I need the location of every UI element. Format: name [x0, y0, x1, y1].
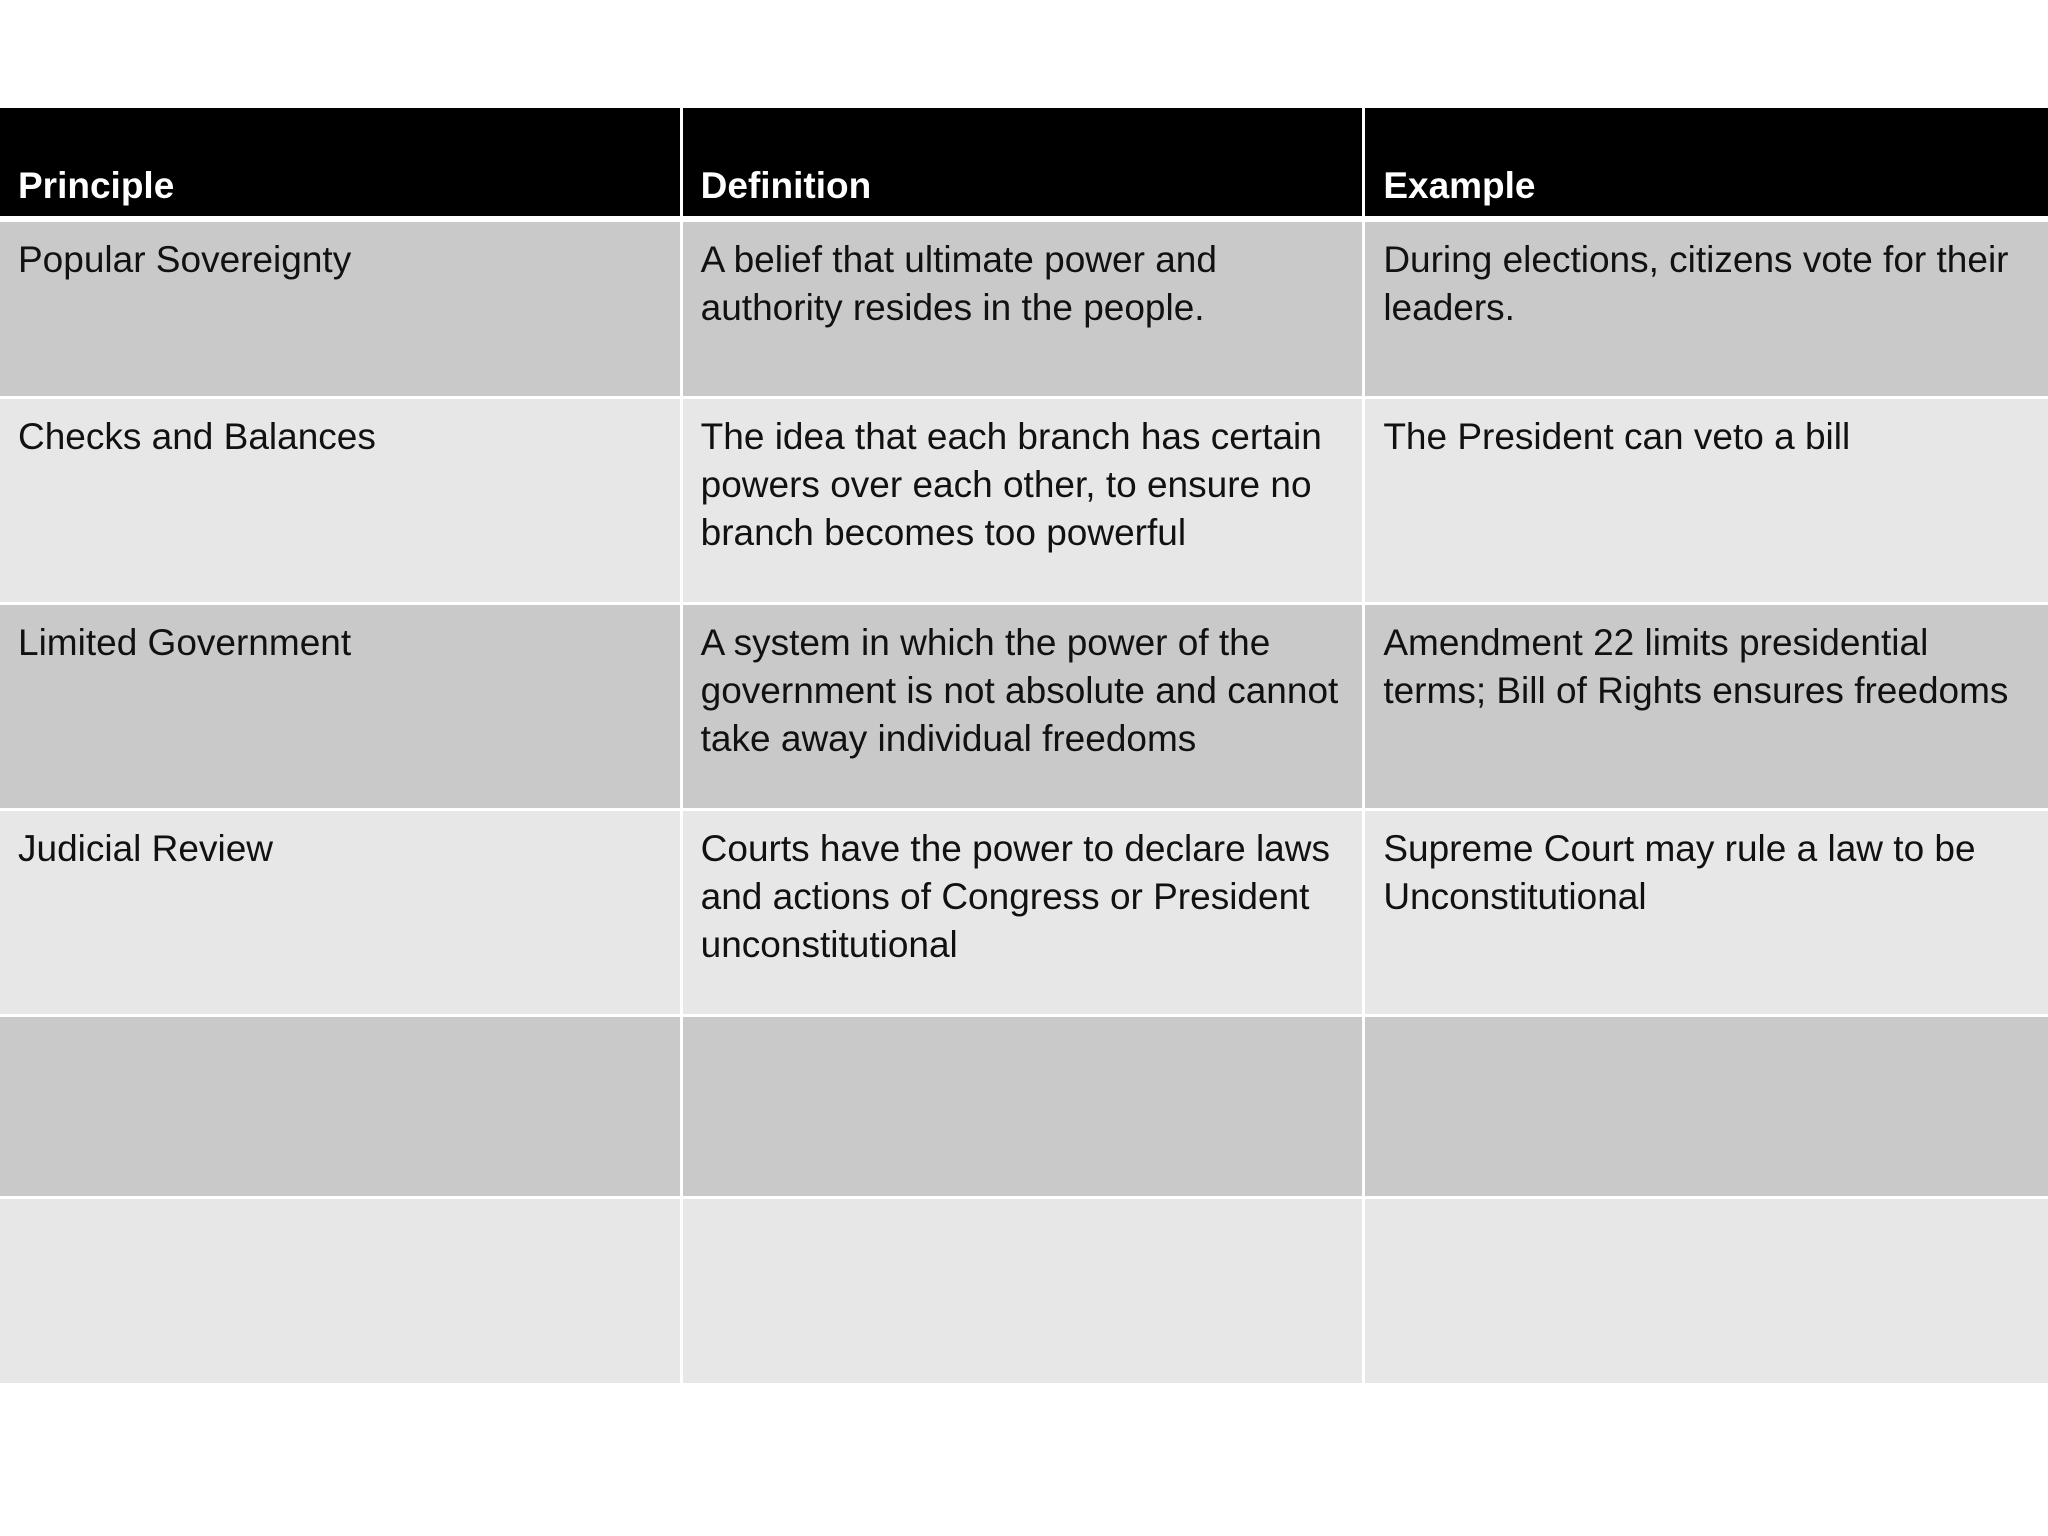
cell-definition: A belief that ultimate power and authority resides in the people. — [683, 222, 1366, 399]
table-header — [0, 108, 2048, 222]
header-row — [0, 108, 2048, 222]
cell-definition: A system in which the power of the government is not absolute and cannot take away individual freedoms — [683, 605, 1366, 811]
table-row-empty — [0, 1017, 2048, 1199]
cell-example — [1365, 1199, 2048, 1383]
cell-definition — [683, 1017, 1366, 1199]
cell-principle: Popular Sovereignty — [0, 222, 683, 399]
cell-principle — [0, 1017, 683, 1199]
table-row — [0, 605, 2048, 811]
cell-principle — [0, 1199, 683, 1383]
cell-principle: Checks and Balances — [0, 399, 683, 605]
table-row-empty — [0, 1199, 2048, 1383]
header-example: Example — [1365, 108, 2048, 222]
cell-principle: Limited Government — [0, 605, 683, 811]
table-row — [0, 222, 2048, 399]
cell-example: During elections, citizens vote for their leaders. — [1365, 222, 2048, 399]
cell-definition — [683, 1199, 1366, 1383]
cell-example: Supreme Court may rule a law to be Unconstitutional — [1365, 811, 2048, 1017]
header-definition: Definition — [683, 108, 1366, 222]
table-row — [0, 399, 2048, 605]
cell-principle: Judicial Review — [0, 811, 683, 1017]
table-row — [0, 811, 2048, 1017]
cell-definition: Courts have the power to declare laws and actions of Congress or President unconstitutional — [683, 811, 1366, 1017]
table-body — [0, 222, 2048, 1383]
cell-definition: The idea that each branch has certain powers over each other, to ensure no branch becomes too powerful — [683, 399, 1366, 605]
cell-example: The President can veto a bill — [1365, 399, 2048, 605]
header-principle: Principle — [0, 108, 683, 222]
cell-example — [1365, 1017, 2048, 1199]
cell-example: Amendment 22 limits presidential terms; Bill of Rights ensures freedoms — [1365, 605, 2048, 811]
principles-table — [0, 108, 2048, 1383]
